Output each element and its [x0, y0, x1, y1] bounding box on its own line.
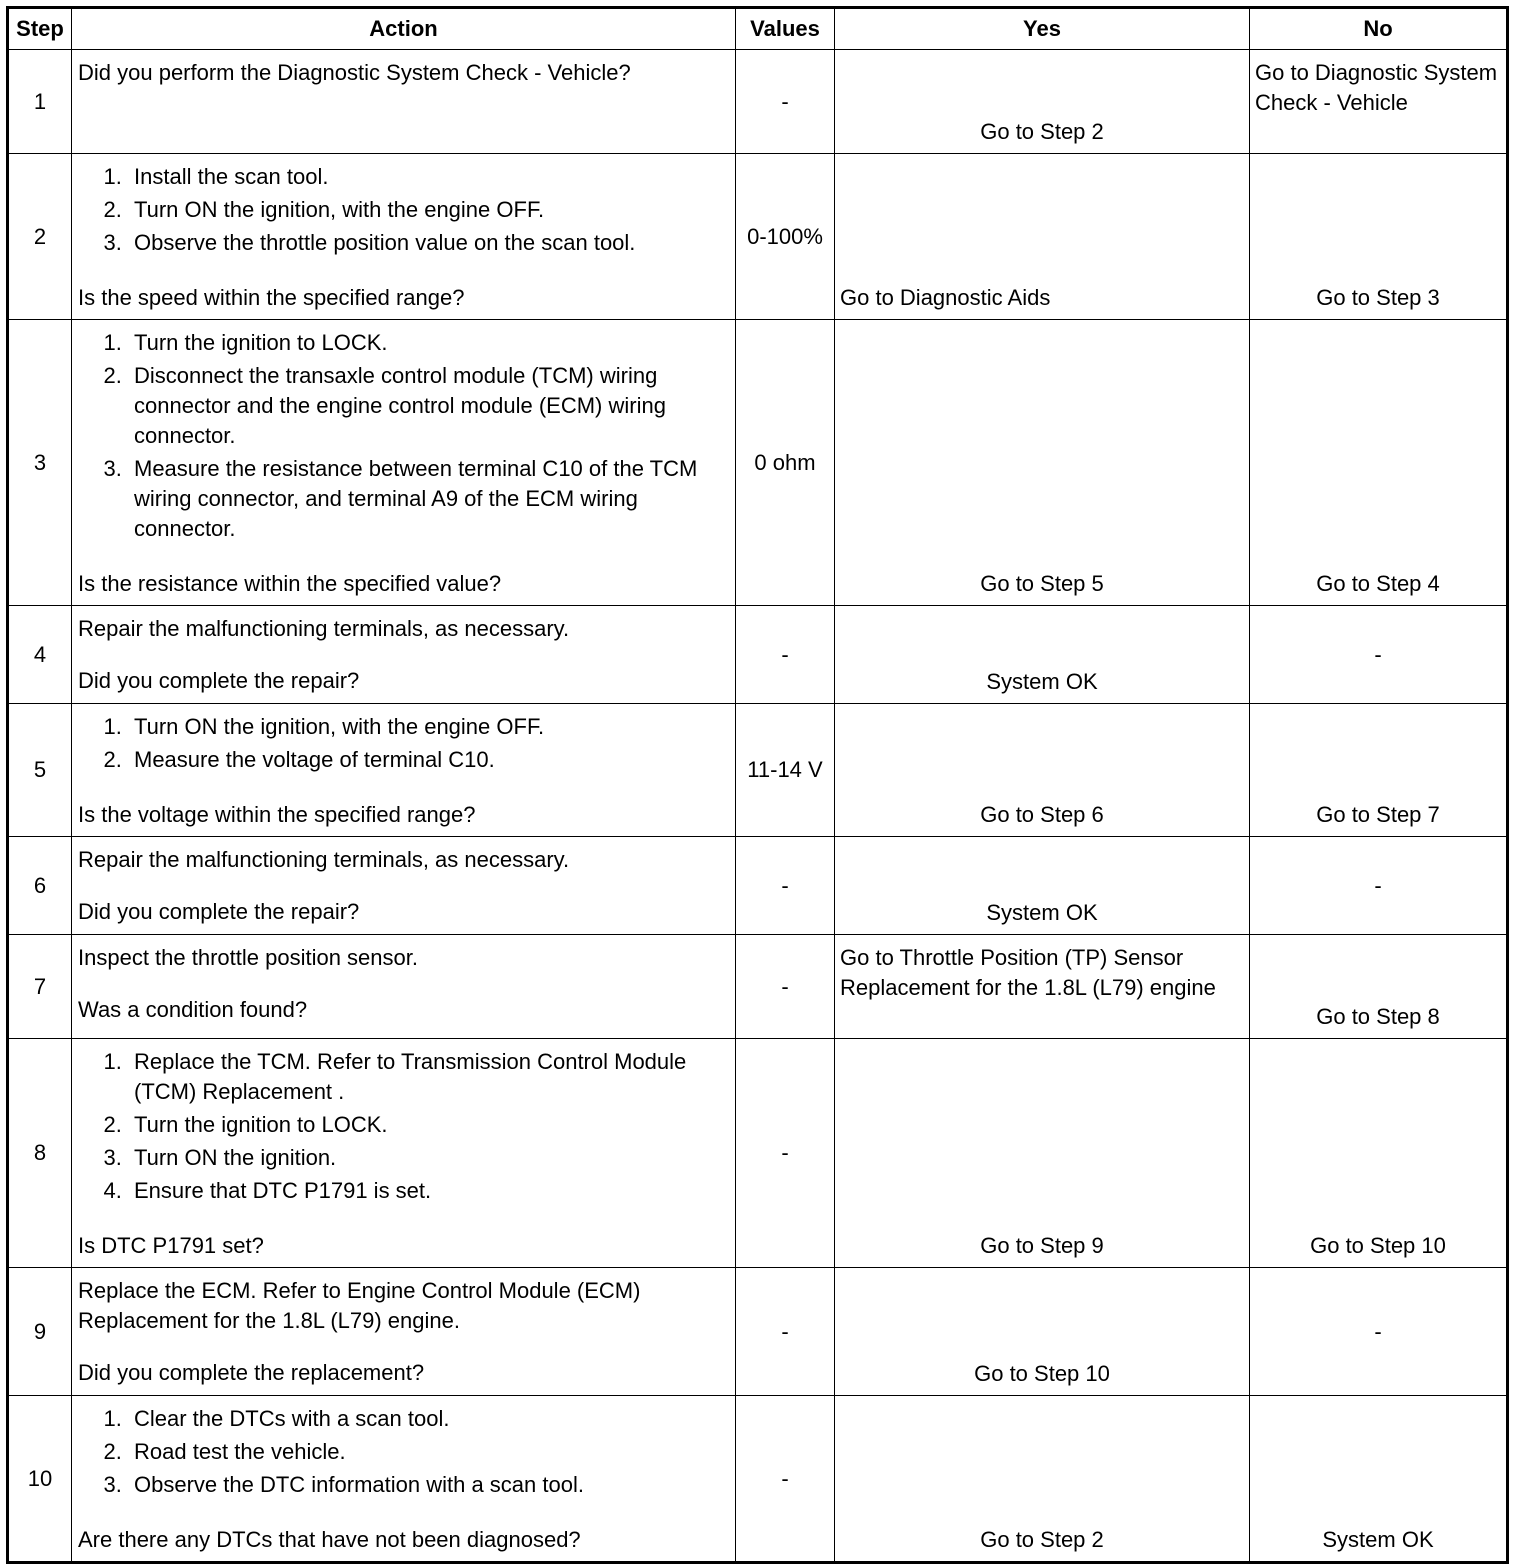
step-cell: 7 — [8, 935, 72, 1039]
yes-cell — [835, 837, 1250, 935]
header-step: Step — [8, 8, 72, 50]
action-list — [78, 1047, 729, 1206]
spacer — [78, 1209, 729, 1231]
action-question: Did you complete the repair? — [78, 668, 360, 693]
spacer — [78, 1503, 729, 1525]
yes-cell — [835, 50, 1250, 154]
action-question: Did you complete the replacement? — [78, 1360, 425, 1385]
values-cell: 0-100% — [736, 154, 835, 320]
action-cell — [72, 1039, 736, 1268]
action-list-item: 2. Road test the vehicle. — [128, 1437, 729, 1467]
action-question: Did you complete the repair? — [78, 899, 360, 924]
values-cell: 0 ohm — [736, 320, 835, 606]
header-values: Values — [736, 8, 835, 50]
spacer — [78, 261, 729, 283]
action-cell — [72, 1268, 736, 1396]
action-list-item: 3. Measure the resistance between terminal C10 of the TCM wiring connector, and terminal A9 of the ECM wiring connector. — [128, 454, 729, 544]
action-list-item: 3. Observe the DTC information with a scan tool. — [128, 1470, 729, 1500]
action-question: Is the resistance within the specified value? — [78, 571, 502, 596]
action-question: Is the voltage within the specified range? — [78, 802, 476, 827]
action-text: Repair the malfunctioning terminals, as necessary. — [78, 847, 570, 872]
action-list — [78, 162, 729, 258]
action-text: Did you perform the Diagnostic System Check - Vehicle? — [78, 60, 631, 85]
action-list — [78, 1404, 729, 1500]
action-question: Is the speed within the specified range? — [78, 285, 465, 310]
header-no: No — [1250, 8, 1508, 50]
action-list-item: 1. Clear the DTCs with a scan tool. — [128, 1404, 729, 1434]
yes-cell — [835, 606, 1250, 704]
action-text: Replace the ECM. Refer to Engine Control Module (ECM) Replacement for the 1.8L (L79) engine. — [78, 1278, 641, 1333]
step-cell: 3 — [8, 320, 72, 606]
yes-result: Go to Step 6 — [980, 802, 1104, 827]
action-list-item: 3. Observe the throttle position value on the scan tool. — [128, 228, 729, 258]
spacer — [78, 973, 729, 995]
no-result: - — [1374, 1318, 1382, 1344]
values-cell: - — [736, 1039, 835, 1268]
spacer — [78, 547, 729, 569]
document-page — [6, 6, 1506, 1552]
table-row — [8, 154, 1508, 320]
yes-result: Go to Step 10 — [974, 1361, 1110, 1386]
no-result: Go to Step 8 — [1316, 1004, 1440, 1029]
yes-result: Go to Step 2 — [980, 119, 1104, 144]
step-cell: 4 — [8, 606, 72, 704]
no-cell — [1250, 704, 1508, 837]
action-cell — [72, 704, 736, 837]
step-cell: 6 — [8, 837, 72, 935]
yes-cell — [835, 1396, 1250, 1563]
yes-result: Go to Throttle Position (TP) Sensor Replacement for the 1.8L (L79) engine — [840, 945, 1216, 1000]
step-cell: 8 — [8, 1039, 72, 1268]
action-list-item: 1. Turn the ignition to LOCK. — [128, 328, 729, 358]
step-cell: 1 — [8, 50, 72, 154]
action-list-item: 1. Install the scan tool. — [128, 162, 729, 192]
table-row — [8, 704, 1508, 837]
spacer — [78, 778, 729, 800]
no-cell — [1250, 606, 1508, 704]
spacer — [78, 1336, 729, 1358]
table-row — [8, 837, 1508, 935]
action-question: Was a condition found? — [78, 997, 308, 1022]
action-list-item: 1. Turn ON the ignition, with the engine OFF. — [128, 712, 729, 742]
values-cell: - — [736, 1268, 835, 1396]
table-row — [8, 1268, 1508, 1396]
step-cell: 5 — [8, 704, 72, 837]
step-cell: 2 — [8, 154, 72, 320]
no-result: - — [1374, 641, 1382, 667]
values-cell: - — [736, 935, 835, 1039]
values-cell: - — [736, 837, 835, 935]
action-cell — [72, 50, 736, 154]
action-list-item: 2. Measure the voltage of terminal C10. — [128, 745, 729, 775]
action-list-item: 2. Turn ON the ignition, with the engine OFF. — [128, 195, 729, 225]
values-cell: - — [736, 1396, 835, 1563]
values-cell: - — [736, 606, 835, 704]
yes-cell — [835, 935, 1250, 1039]
yes-cell — [835, 704, 1250, 837]
yes-cell — [835, 320, 1250, 606]
action-list-item: 4. Ensure that DTC P1791 is set. — [128, 1176, 729, 1206]
action-cell — [72, 837, 736, 935]
no-cell — [1250, 935, 1508, 1039]
yes-result: Go to Step 9 — [980, 1233, 1104, 1258]
no-cell — [1250, 1396, 1508, 1563]
no-cell — [1250, 50, 1508, 154]
no-cell — [1250, 154, 1508, 320]
action-list-item: 1. Replace the TCM. Refer to Transmission Control Module (TCM) Replacement . — [128, 1047, 729, 1107]
step-cell: 9 — [8, 1268, 72, 1396]
header-yes: Yes — [835, 8, 1250, 50]
action-list — [78, 328, 729, 544]
action-cell — [72, 606, 736, 704]
step-cell: 10 — [8, 1396, 72, 1563]
table-row — [8, 1396, 1508, 1563]
action-list-item: 2. Disconnect the transaxle control module (TCM) wiring connector and the engine control module (ECM) wiring connector. — [128, 361, 729, 451]
table-row — [8, 935, 1508, 1039]
action-text: Repair the malfunctioning terminals, as necessary. — [78, 616, 570, 641]
header-row — [8, 8, 1508, 50]
diagnostic-table — [6, 6, 1509, 1564]
no-cell — [1250, 320, 1508, 606]
no-result: Go to Step 4 — [1316, 571, 1440, 596]
yes-result: Go to Diagnostic Aids — [840, 285, 1051, 310]
no-cell — [1250, 837, 1508, 935]
no-result: System OK — [1322, 1527, 1434, 1552]
action-cell — [72, 1396, 736, 1563]
values-cell: 11-14 V — [736, 704, 835, 837]
action-list-item: 3. Turn ON the ignition. — [128, 1143, 729, 1173]
header-action: Action — [72, 8, 736, 50]
table-row — [8, 1039, 1508, 1268]
no-result: Go to Step 3 — [1316, 285, 1440, 310]
table-row — [8, 606, 1508, 704]
action-text: Inspect the throttle position sensor. — [78, 945, 418, 970]
action-cell — [72, 935, 736, 1039]
no-result: Go to Step 10 — [1310, 1233, 1446, 1258]
table-row — [8, 50, 1508, 154]
action-question: Are there any DTCs that have not been diagnosed? — [78, 1527, 581, 1552]
yes-cell — [835, 1039, 1250, 1268]
values-cell: - — [736, 50, 835, 154]
no-cell — [1250, 1039, 1508, 1268]
yes-result: System OK — [986, 669, 1098, 694]
action-question: Is DTC P1791 set? — [78, 1233, 264, 1258]
yes-cell — [835, 154, 1250, 320]
action-cell — [72, 154, 736, 320]
yes-result: Go to Step 5 — [980, 571, 1104, 596]
yes-cell — [835, 1268, 1250, 1396]
yes-result: Go to Step 2 — [980, 1527, 1104, 1552]
no-cell — [1250, 1268, 1508, 1396]
yes-result: System OK — [986, 900, 1098, 925]
no-result: Go to Diagnostic System Check - Vehicle — [1255, 60, 1498, 115]
spacer — [78, 644, 729, 666]
action-list — [78, 712, 729, 775]
action-cell — [72, 320, 736, 606]
table-row — [8, 320, 1508, 606]
no-result: - — [1374, 872, 1382, 898]
no-result: Go to Step 7 — [1316, 802, 1440, 827]
action-list-item: 2. Turn the ignition to LOCK. — [128, 1110, 729, 1140]
spacer — [78, 875, 729, 897]
